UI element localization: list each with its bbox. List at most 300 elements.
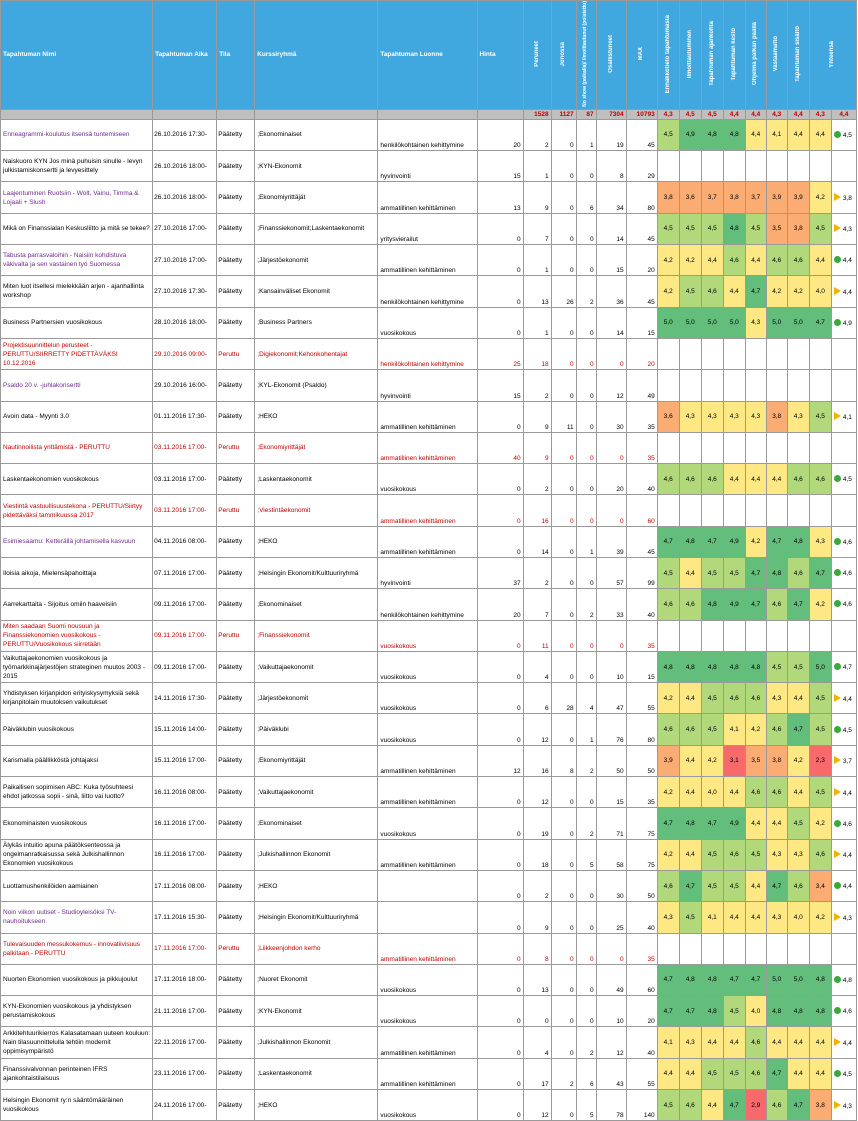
event-group: ;KYN-Ekonomit: [255, 151, 378, 182]
event-group: ;HEKO: [255, 401, 378, 432]
score-6: 4,5: [766, 651, 787, 682]
score-5: 4,7: [745, 964, 766, 995]
event-cancelled: 17: [523, 1058, 551, 1089]
score-total-value: 4,5: [842, 131, 852, 139]
event-max: 40: [626, 1027, 657, 1058]
score-total: [831, 902, 856, 933]
table-row[interactable]: [1, 964, 857, 995]
score-7: [787, 151, 809, 182]
table-row[interactable]: [1, 651, 857, 682]
event-max: 35: [626, 777, 657, 808]
score-4: 4,5: [723, 996, 745, 1027]
event-price: 0: [477, 245, 523, 276]
yellow-arrow-icon: [834, 788, 841, 796]
green-circle-icon: [834, 976, 841, 983]
score-2: 5,0: [679, 307, 701, 338]
score-total: [831, 620, 856, 651]
event-cancelled: 1: [523, 151, 551, 182]
event-state: Päätetty: [217, 307, 255, 338]
event-state: Päätetty: [217, 119, 255, 150]
score-4: [723, 432, 745, 463]
score-total: [831, 119, 856, 150]
event-price: 0: [477, 307, 523, 338]
table-row[interactable]: [1, 432, 857, 463]
score-1: 4,2: [657, 683, 679, 714]
event-noshow: 0: [576, 464, 596, 495]
score-total-value: 4,5: [842, 476, 852, 484]
event-noshow: 1: [576, 119, 596, 150]
total-attended: 7304: [596, 109, 626, 119]
score-5: 4,4: [745, 902, 766, 933]
score-8: 4,5: [809, 683, 831, 714]
score-5: 4,8: [745, 651, 766, 682]
event-name: Helsingin Ekonomit ry:n sääntömääräinen vuosikokous: [1, 1090, 153, 1121]
event-attended: 30: [596, 870, 626, 901]
yellow-arrow-icon: [834, 224, 841, 232]
event-time: 27.10.2016 17:30-: [153, 276, 217, 307]
score-1: 4,1: [657, 1027, 679, 1058]
event-attended: 30: [596, 401, 626, 432]
table-row[interactable]: [1, 933, 857, 964]
score-5: 4,7: [745, 589, 766, 620]
event-name: Noin viikon uutiset - Studioyleisöksi TV-nauhoitukseen: [1, 902, 153, 933]
event-max: 15: [626, 651, 657, 682]
event-price: 12: [477, 745, 523, 776]
score-total: [831, 276, 856, 307]
col-header-max[interactable]: MAX: [626, 1, 657, 110]
score-6: [766, 933, 787, 964]
table-row[interactable]: [1, 213, 857, 244]
event-attended: 34: [596, 182, 626, 213]
table-row[interactable]: [1, 526, 857, 557]
score-4: [723, 370, 745, 401]
event-max: 75: [626, 839, 657, 870]
event-price: 25: [477, 338, 523, 369]
event-attended: 25: [596, 902, 626, 933]
event-name: Laajentuminen Ruotsiin - Wolt, Vainu, Timma & Lojaali + Slush: [1, 182, 153, 213]
score-2: 4,7: [679, 996, 701, 1027]
score-1: [657, 338, 679, 369]
score-3: 4,0: [701, 777, 723, 808]
score-2: 4,8: [679, 964, 701, 995]
table-row[interactable]: [1, 996, 857, 1027]
score-8: 4,2: [809, 589, 831, 620]
score-2: 4,3: [679, 1027, 701, 1058]
event-cancelled: 1: [523, 307, 551, 338]
event-noshow: 0: [576, 964, 596, 995]
score-6: [766, 151, 787, 182]
score-8: [809, 495, 831, 526]
green-circle-icon: [834, 726, 841, 733]
event-time: 16.11.2016 17:00-: [153, 808, 217, 839]
event-nature: henkilökohtainen kehittymine: [378, 276, 477, 307]
score-4: 4,9: [723, 526, 745, 557]
table-row[interactable]: [1, 1027, 857, 1058]
event-noshow: 1: [576, 714, 596, 745]
score-1: 4,7: [657, 996, 679, 1027]
col-header-queue[interactable]: Jonossa: [551, 1, 576, 110]
score-4: 3,8: [723, 182, 745, 213]
total-max: 10793: [626, 109, 657, 119]
score-2: 4,6: [679, 589, 701, 620]
score-8: 4,3: [809, 526, 831, 557]
table-row[interactable]: [1, 495, 857, 526]
green-circle-icon: [834, 1070, 841, 1077]
event-nature: ammatillinen kehittäminen: [378, 495, 477, 526]
score-7: 4,5: [787, 808, 809, 839]
event-price: 0: [477, 870, 523, 901]
col-header-price[interactable]: Hinta: [477, 1, 523, 110]
event-name: Yhdistyksen kirjanpidon erityiskysymyksiä sekä kirjanpitolain muutoksen vaikutukset: [1, 683, 153, 714]
score-2: 4,5: [679, 213, 701, 244]
green-circle-icon: [834, 538, 841, 545]
event-price: 0: [477, 651, 523, 682]
event-nature: vuosikokous: [378, 1090, 477, 1121]
score-1: 4,2: [657, 777, 679, 808]
col-header-group[interactable]: Kurssiryhmä: [255, 1, 378, 110]
table-row[interactable]: [1, 338, 857, 369]
event-nature: vuosikokous: [378, 464, 477, 495]
total-cancelled: 1528: [523, 109, 551, 119]
table-row[interactable]: [1, 777, 857, 808]
score-1: [657, 151, 679, 182]
score-4: 5,0: [723, 307, 745, 338]
score-4: [723, 151, 745, 182]
event-name: Viestintä vastuullisuustekona - PERUTTU/Siirtyy pidettäväksi tammikuussa 2017: [1, 495, 153, 526]
event-time: 26.10.2016 17:30-: [153, 119, 217, 150]
score-4: [723, 495, 745, 526]
col-header-score-2[interactable]: Ilmoittautuminen: [679, 1, 701, 110]
col-header-score-8[interactable]: Yhteensä: [809, 1, 856, 110]
event-attended: 0: [596, 933, 626, 964]
score-2: 4,6: [679, 714, 701, 745]
score-4: 4,1: [723, 714, 745, 745]
col-header-score-6[interactable]: Vastaamatto: [766, 1, 787, 110]
score-2: 4,6: [679, 1090, 701, 1121]
event-queue: 0: [551, 589, 576, 620]
table-row[interactable]: [1, 464, 857, 495]
score-5: 3,5: [745, 745, 766, 776]
event-group: ;Laskentaekonomit: [255, 464, 378, 495]
score-6: 4,6: [766, 1090, 787, 1121]
event-state: Päätetty: [217, 526, 255, 557]
score-3: 4,8: [701, 119, 723, 150]
total-score-8: 4,3: [809, 109, 831, 119]
col-header-score-4[interactable]: Tapahtuman kesto: [723, 1, 745, 110]
score-8: 3,8: [809, 1090, 831, 1121]
score-total-value: 4,6: [842, 601, 852, 609]
table-row[interactable]: [1, 714, 857, 745]
event-group: ;Helsingin Ekonomit/Kulttuuriryhmä: [255, 557, 378, 588]
score-5: 4,4: [745, 464, 766, 495]
event-noshow: 0: [576, 151, 596, 182]
score-total-value: 3,7: [842, 758, 852, 766]
event-price: 0: [477, 401, 523, 432]
score-4: 4,5: [723, 1058, 745, 1089]
event-max: 80: [626, 714, 657, 745]
event-noshow: 4: [576, 683, 596, 714]
table-row[interactable]: [1, 557, 857, 588]
score-3: 3,7: [701, 182, 723, 213]
green-circle-icon: [834, 820, 841, 827]
score-5: [745, 495, 766, 526]
event-max: 40: [626, 902, 657, 933]
score-5: [745, 151, 766, 182]
score-1: 4,2: [657, 276, 679, 307]
score-7: 4,8: [787, 996, 809, 1027]
score-7: 4,5: [787, 651, 809, 682]
event-time: 15.11.2016 14:00-: [153, 714, 217, 745]
score-7: [787, 370, 809, 401]
col-header-attended[interactable]: Osallistuneet: [596, 1, 626, 110]
event-cancelled: 12: [523, 714, 551, 745]
col-header-noshow[interactable]: No show (paikalla)/ ilmoittautunut (poistettu): [576, 1, 596, 110]
event-time: 24.11.2016 17:00-: [153, 1090, 217, 1121]
table-row[interactable]: [1, 589, 857, 620]
score-total: [831, 714, 856, 745]
score-total: [831, 495, 856, 526]
col-header-cancelled[interactable]: Peruneet: [523, 1, 551, 110]
table-row[interactable]: [1, 151, 857, 182]
event-state: Peruttu: [217, 432, 255, 463]
event-queue: 0: [551, 182, 576, 213]
table-row[interactable]: [1, 276, 857, 307]
score-1: 3,8: [657, 182, 679, 213]
event-queue: 0: [551, 432, 576, 463]
score-2: 4,4: [679, 1058, 701, 1089]
event-queue: 0: [551, 213, 576, 244]
score-total-value: 4,6: [842, 1008, 852, 1016]
event-max: 20: [626, 245, 657, 276]
score-7: 4,7: [787, 1090, 809, 1121]
table-row[interactable]: [1, 307, 857, 338]
score-4: 4,7: [723, 964, 745, 995]
col-header-nature[interactable]: Tapahtuman Luonne: [378, 1, 477, 110]
score-5: 4,4: [745, 119, 766, 150]
event-queue: 0: [551, 870, 576, 901]
score-6: [766, 370, 787, 401]
table-row[interactable]: [1, 902, 857, 933]
table-row[interactable]: [1, 1090, 857, 1121]
col-header-score-7[interactable]: Tapahtuman sisältö: [787, 1, 809, 110]
event-queue: 0: [551, 464, 576, 495]
event-time: 15.11.2016 17:00-: [153, 745, 217, 776]
table-row[interactable]: [1, 245, 857, 276]
event-queue: 0: [551, 902, 576, 933]
event-name: Esimiesaamu: Ketterällä johtamisella kasvuun: [1, 526, 153, 557]
event-attended: 14: [596, 213, 626, 244]
score-6: 3,5: [766, 213, 787, 244]
event-max: 55: [626, 1058, 657, 1089]
score-7: 4,7: [787, 714, 809, 745]
event-group: ;HEKO: [255, 870, 378, 901]
event-attended: 0: [596, 432, 626, 463]
score-8: 4,4: [809, 245, 831, 276]
score-6: 4,3: [766, 683, 787, 714]
score-3: 4,8: [701, 589, 723, 620]
score-total-value: 4,7: [842, 664, 852, 672]
green-circle-icon: [834, 1007, 841, 1014]
score-6: 4,8: [766, 996, 787, 1027]
event-noshow: 0: [576, 620, 596, 651]
event-time: 22.11.2016 17:00-: [153, 1027, 217, 1058]
score-6: 4,4: [766, 808, 787, 839]
score-1: 3,9: [657, 745, 679, 776]
event-queue: 0: [551, 557, 576, 588]
event-time: 23.11.2016 17:00-: [153, 1058, 217, 1089]
table-row[interactable]: [1, 370, 857, 401]
total-score-2: 4,5: [679, 109, 701, 119]
event-state: Päätetty: [217, 151, 255, 182]
score-total: [831, 651, 856, 682]
event-state: Päätetty: [217, 182, 255, 213]
event-cancelled: 2: [523, 464, 551, 495]
yellow-arrow-icon: [834, 1038, 841, 1046]
event-max: 45: [626, 276, 657, 307]
score-8: 2,3: [809, 745, 831, 776]
event-time: 27.10.2016 17:00-: [153, 245, 217, 276]
score-6: [766, 432, 787, 463]
score-3: 4,8: [701, 964, 723, 995]
score-total-value: 4,3: [842, 1102, 852, 1110]
table-row[interactable]: [1, 119, 857, 150]
event-noshow: 0: [576, 213, 596, 244]
event-state: Päätetty: [217, 902, 255, 933]
event-attended: 39: [596, 526, 626, 557]
score-total: [831, 182, 856, 213]
event-attended: 0: [596, 495, 626, 526]
score-total: [831, 213, 856, 244]
col-header-time[interactable]: Tapahtuman Aika: [153, 1, 217, 110]
event-price: 0: [477, 777, 523, 808]
table-row[interactable]: [1, 870, 857, 901]
score-4: [723, 933, 745, 964]
event-attended: 20: [596, 464, 626, 495]
score-4: 4,8: [723, 213, 745, 244]
event-price: 0: [477, 1090, 523, 1121]
score-8: 4,4: [809, 1027, 831, 1058]
table-row[interactable]: [1, 620, 857, 651]
score-5: 4,3: [745, 401, 766, 432]
score-total-value: 4,9: [842, 319, 852, 327]
score-8: 4,4: [809, 1058, 831, 1089]
score-8: 4,2: [809, 182, 831, 213]
score-7: [787, 495, 809, 526]
score-1: 5,0: [657, 307, 679, 338]
event-name: Business Partnersien vuosikokous: [1, 307, 153, 338]
event-queue: 8: [551, 745, 576, 776]
score-5: 4,6: [745, 1027, 766, 1058]
event-max: 45: [626, 526, 657, 557]
col-header-score-5[interactable]: Ohjelma palkan päällä: [745, 1, 766, 110]
col-header-score-1[interactable]: Ennakkotieto tapahtumasta: [657, 1, 679, 110]
event-group: ;Finanssiekonomit: [255, 620, 378, 651]
col-header-score-3[interactable]: Tapahtuman ajankohta: [701, 1, 723, 110]
score-2: [679, 338, 701, 369]
score-3: 4,6: [701, 276, 723, 307]
event-attended: 57: [596, 557, 626, 588]
yellow-arrow-icon: [834, 412, 841, 420]
event-attended: 78: [596, 1090, 626, 1121]
event-attended: 19: [596, 119, 626, 150]
table-row[interactable]: [1, 839, 857, 870]
event-state: Päätetty: [217, 589, 255, 620]
event-name: Aarrekarttaita - Sijoitus omiin haaveisiin: [1, 589, 153, 620]
score-7: [787, 432, 809, 463]
event-noshow: 0: [576, 245, 596, 276]
event-price: 0: [477, 1027, 523, 1058]
table-row[interactable]: [1, 401, 857, 432]
event-noshow: 0: [576, 370, 596, 401]
score-2: 4,4: [679, 745, 701, 776]
score-total: [831, 683, 856, 714]
score-4: 4,4: [723, 464, 745, 495]
event-group: ;Vaikuttajaekonomit: [255, 651, 378, 682]
event-name: Nautinnoilista yrittämistä - PERUTTU: [1, 432, 153, 463]
event-cancelled: 0: [523, 996, 551, 1027]
event-max: 29: [626, 151, 657, 182]
event-group: ;Ekonomiyrittäjät: [255, 182, 378, 213]
green-circle-icon: [834, 475, 841, 482]
event-max: 35: [626, 401, 657, 432]
score-1: [657, 370, 679, 401]
event-noshow: 5: [576, 1090, 596, 1121]
event-time: 21.11.2016 17:00-: [153, 996, 217, 1027]
score-5: 4,4: [745, 808, 766, 839]
score-8: 4,6: [809, 464, 831, 495]
event-noshow: 0: [576, 902, 596, 933]
score-5: 4,6: [745, 683, 766, 714]
table-row[interactable]: [1, 182, 857, 213]
score-1: 4,8: [657, 651, 679, 682]
score-total: [831, 964, 856, 995]
event-group: ;Julkishallinnon Ekonomit: [255, 839, 378, 870]
green-circle-icon: [834, 600, 841, 607]
event-attended: 58: [596, 839, 626, 870]
score-5: 4,2: [745, 714, 766, 745]
score-5: 4,5: [745, 839, 766, 870]
score-total-value: 4,3: [842, 226, 852, 234]
col-header-state[interactable]: Tila: [217, 1, 255, 110]
table-row[interactable]: [1, 745, 857, 776]
event-attended: 50: [596, 745, 626, 776]
score-total: [831, 996, 856, 1027]
table-row[interactable]: [1, 808, 857, 839]
event-time: 16.11.2016 17:00-: [153, 839, 217, 870]
score-6: 4,1: [766, 119, 787, 150]
event-noshow: 0: [576, 495, 596, 526]
score-7: 4,0: [787, 902, 809, 933]
event-name: Iloisia aikoja, Mielensäpahoittaja: [1, 557, 153, 588]
score-3: 4,3: [701, 401, 723, 432]
score-2: 4,4: [679, 557, 701, 588]
score-3: 4,5: [701, 839, 723, 870]
score-6: 3,8: [766, 745, 787, 776]
event-state: Päätetty: [217, 213, 255, 244]
event-noshow: 6: [576, 1058, 596, 1089]
event-nature: vuosikokous: [378, 996, 477, 1027]
table-row[interactable]: [1, 683, 857, 714]
total-score-1: 4,3: [657, 109, 679, 119]
score-total-value: 4,4: [842, 883, 852, 891]
score-7: 5,0: [787, 307, 809, 338]
event-state: Päätetty: [217, 777, 255, 808]
event-group: ;Päiväklubi: [255, 714, 378, 745]
col-header-name[interactable]: Tapahtuman Nimi: [1, 1, 153, 110]
event-price: 0: [477, 933, 523, 964]
event-group: ;Julkishallinnon Ekonomit: [255, 1027, 378, 1058]
score-1: 4,5: [657, 213, 679, 244]
